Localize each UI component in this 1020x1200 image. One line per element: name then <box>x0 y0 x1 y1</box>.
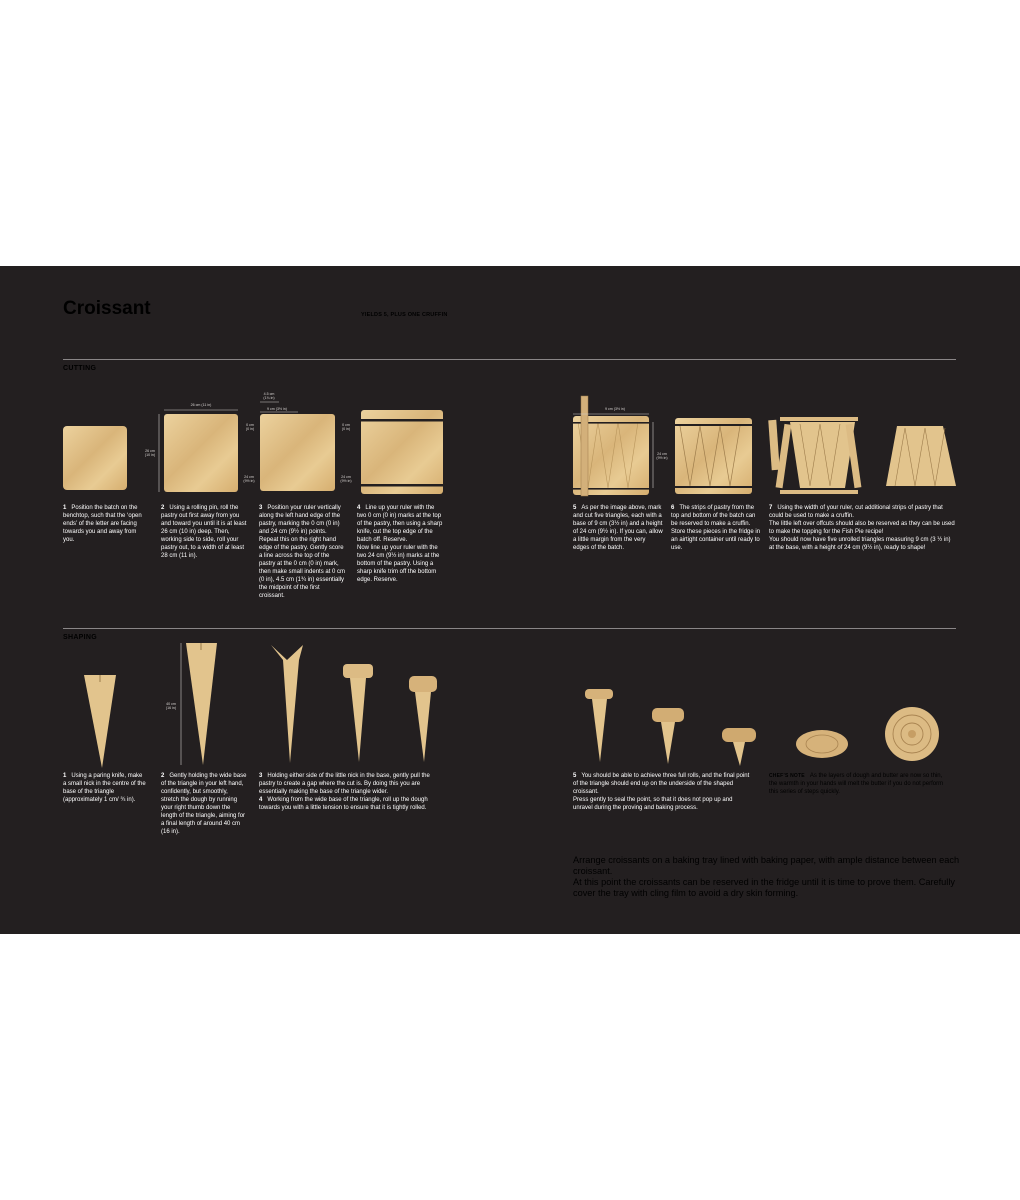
shaping-step-4: 4 Working from the wide base of the triangle, roll up the dough towards you with a little tension to ensure that it is tightly rolled. <box>259 797 428 811</box>
roll-progress-photo-4 <box>796 730 848 758</box>
cutting-step-2: 2 Using a rolling pin, roll the pastry out first away from you and toward you until it is at least 26 cm (10 in) deep. Then, working side to side, roll your pastry out, to a width of at least 28 cm (11 in). <box>161 505 247 559</box>
yield-label: YIELDS 5, PLUS ONE CRUFFIN <box>361 312 448 318</box>
cutting-heading: CUTTING <box>63 365 97 372</box>
height-label-26cm: 26 cm (10 in) <box>144 449 156 457</box>
top-label-9cm: 9 cm (3½ in) <box>267 407 287 411</box>
height-label-24cm: 24 cm (9½ in) <box>656 452 668 460</box>
shaping-step-1: 1 Using a paring knife, make a small nick in the centre of the base of the triangle (approximately 1 cm/ ¾ in). <box>63 773 146 803</box>
roll-progress-photo-1 <box>585 689 613 762</box>
page-title: Croissant <box>63 298 151 319</box>
roll-progress-photo-3 <box>722 728 756 766</box>
cutting-step-7: 7 Using the width of your ruler, cut additional strips of pastry that could be used to make a cruffin. The little left over offcuts should also be reserved as they can be used to make the topping for the Fish Pie recipe! You should now have five unrolled triangles measuring 9 cm (3 ½ in) at the base, with a height of 24 cm (9½ in), ready to shape! <box>769 505 955 551</box>
left-label-0cm: 0 cm (0 in) <box>245 423 255 431</box>
shaping-step-2: 2 Gently holding the wide base of the triangle in your left hand, confidently, but smoothly, stretch the dough by running your right thumb down the length of the triangle, aiming for a final length of around 40 cm (16 in). <box>161 773 247 835</box>
closing-instructions: Arrange croissants on a baking tray lined with baking paper, with ample distance between each croissant. At this point the croissants can be reserved in the fridge until it is time to prove them. Carefully cover the tray with cling film to avoid a dry skin forming. <box>573 855 960 898</box>
widened-base-photo <box>271 645 303 763</box>
cutting-step-3: 3 Position your ruler vertically along the left hand edge of the pastry, marking the 0 cm (0 in) and 24 cm (9½ in) points. Repeat this on the right hand edge of the pastry. Gently score a line across the top of the pastry at the 0 cm (0 in) mark, then make small indents at 0 cm (0 in), 4.5 cm (1¾ in) essentially the midpoint of the first croissant. <box>259 505 346 599</box>
nicked-triangle-photo <box>84 675 116 768</box>
length-label-40cm: 40 cm (16 in) <box>165 702 177 710</box>
cutting-step-1: 1 Position the batch on the benchtop, such that the ‘open ends’ of the letter are facing towards you and away from you. <box>63 505 142 543</box>
rolling-croissant-photo-b <box>409 676 437 762</box>
ruler-label-9cm: 9 cm (3½ in) <box>605 407 625 411</box>
width-label-26cm: 26 cm (11 in) <box>190 403 212 407</box>
left-label-24cm: 24 cm (9½ in) <box>243 475 255 483</box>
stretched-triangle-photo <box>181 643 217 765</box>
top-label-4-5cm: 4.5 cm (1¾ in) <box>263 392 275 400</box>
rolling-croissant-photo-a <box>343 664 373 762</box>
shaping-step-3: 3 Holding either side of the little nick in the base, gently pull the pastry to create a gap where the cut is. By doing this you are essentially making the base of the triangle wider. <box>259 773 430 795</box>
shaping-step-5: 5 You should be able to achieve three full rolls, and the final point of the triangle should end up on the underside of the shaped croissant. Press gently to seal the point, so that it does not pop up and unravel during the proving and baking process. <box>573 773 750 811</box>
cutting-step-6: 6 The strips of pastry from the top and bottom of the batch can be reserved to make a cruffin. Store these pieces in the fridge in an airtight container until ready to use. <box>671 505 761 551</box>
right-label-24cm: 24 cm (9½ in) <box>340 475 352 483</box>
right-label-0cm: 0 cm (0 in) <box>341 423 351 431</box>
roll-progress-photo-2 <box>652 708 684 764</box>
cutting-step-4: 4 Line up your ruler with the two 0 cm (0 in) marks at the top of the pastry, then using a sharp knife, cut the top edge of the batch off. Reserve. Now line up your ruler with the two 24 cm (9½ in) marks at the bottom of the pastry. Using a sharp knife trim off the bottom edge. Reserve. <box>357 505 443 583</box>
chefs-note: CHEF’S NOTE As the layers of dough and butter are now so thin, the warmth in your hands will melt the butter if you do not perform this series of steps quickly. <box>769 773 944 795</box>
shaped-croissant-photo <box>885 707 939 761</box>
shaping-heading: SHAPING <box>63 634 97 641</box>
cutting-step-5: 5 As per the image above, mark and cut five triangles, each with a base of 9 cm (3½ in) and a height of 24 cm (9½ in). If you can, allow a little margin from the very edges of the batch. <box>573 505 663 551</box>
